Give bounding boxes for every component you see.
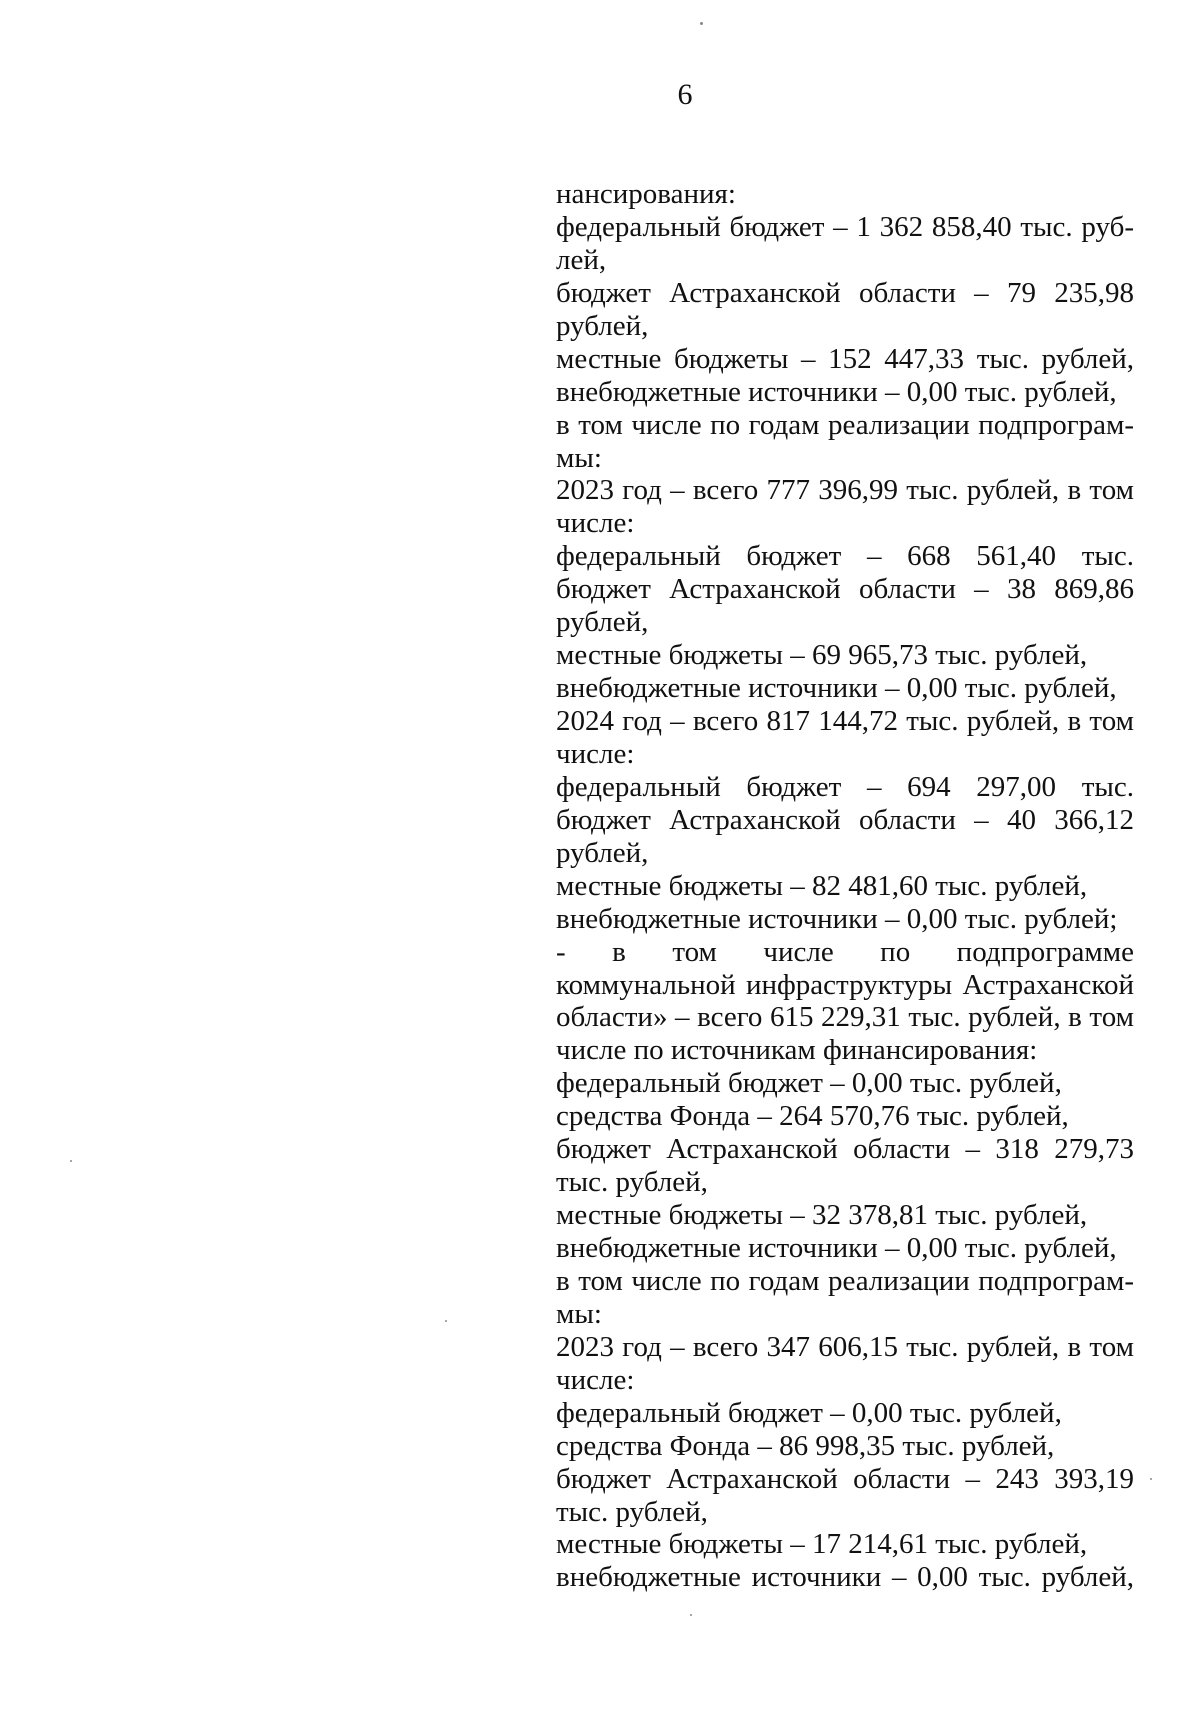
text-line: внебюджетные источники – 0,00 тыс. рублей; bbox=[556, 902, 1118, 935]
text-line: местные бюджеты – 152 447,33 тыс. рублей, bbox=[556, 342, 1134, 375]
text-line: 2024 год – всего 817 144,72 тыс. рублей, в том bbox=[556, 705, 1134, 737]
text-line: числе: bbox=[556, 1363, 635, 1396]
text-line: числе по источникам финансирования: bbox=[556, 1034, 1038, 1067]
body-text-column bbox=[556, 178, 1134, 1594]
text-line: мы: bbox=[556, 441, 602, 474]
text-line: рублей, bbox=[556, 606, 649, 639]
scan-speck bbox=[700, 22, 703, 25]
text-line: коммунальной инфраструктуры Астраханской bbox=[556, 968, 1134, 1001]
scan-speck bbox=[690, 1614, 692, 1616]
text-line: местные бюджеты – 17 214,61 тыс. рублей, bbox=[556, 1528, 1088, 1561]
text-line: лей, bbox=[556, 243, 607, 276]
text-line: федеральный бюджет – 668 561,40 тыс. bbox=[556, 540, 1134, 573]
text-line: нансирования: bbox=[556, 178, 736, 210]
text-line: местные бюджеты – 69 965,73 тыс. рублей, bbox=[556, 639, 1088, 672]
text-line: федеральный бюджет – 0,00 тыс. рублей, bbox=[556, 1067, 1062, 1100]
text-line: числе: bbox=[556, 507, 635, 540]
scan-speck bbox=[445, 1320, 447, 1322]
text-line: рублей, bbox=[556, 836, 649, 869]
text-line: бюджет Астраханской области – 79 235,98 bbox=[556, 276, 1134, 309]
text-line: 2023 год – всего 347 606,15 тыс. рублей, в том bbox=[556, 1330, 1134, 1363]
text-line: мы: bbox=[556, 1297, 602, 1330]
text-line: средства Фонда – 264 570,76 тыс. рублей, bbox=[556, 1100, 1069, 1133]
text-line: бюджет Астраханской области – 243 393,19 bbox=[556, 1462, 1134, 1495]
text-line: внебюджетные источники – 0,00 тыс. рублей, bbox=[556, 1232, 1117, 1264]
text-line: 2023 год – всего 777 396,99 тыс. рублей, в том bbox=[556, 474, 1134, 507]
scan-speck bbox=[70, 1160, 72, 1162]
text-line: федеральный бюджет – 694 297,00 тыс. bbox=[556, 770, 1134, 803]
text-line: в том числе по годам реализации подпрограм- bbox=[556, 408, 1134, 441]
text-line: бюджет Астраханской области – 40 366,12 bbox=[556, 803, 1134, 836]
text-line: - в том числе по подпрограмме bbox=[556, 935, 1134, 968]
text-line: рублей, bbox=[556, 309, 649, 342]
text-line: тыс. рублей, bbox=[556, 1495, 708, 1528]
text-line: внебюджетные источники – 0,00 тыс. рублей, bbox=[556, 375, 1117, 408]
text-line: в том числе по годам реализации подпрограм- bbox=[556, 1264, 1134, 1297]
text-line: числе: bbox=[556, 737, 635, 770]
scan-speck bbox=[1150, 1478, 1152, 1480]
text-line: бюджет Астраханской области – 38 869,86 bbox=[556, 573, 1134, 606]
text-line: внебюджетные источники – 0,00 тыс. рублей, bbox=[556, 672, 1117, 705]
text-line: федеральный бюджет – 0,00 тыс. рублей, bbox=[556, 1396, 1062, 1429]
text-line: бюджет Астраханской области – 318 279,73 bbox=[556, 1133, 1134, 1166]
text-line: средства Фонда – 86 998,35 тыс. рублей, bbox=[556, 1429, 1055, 1462]
text-line: местные бюджеты – 32 378,81 тыс. рублей, bbox=[556, 1199, 1088, 1232]
page-number: 6 bbox=[677, 78, 693, 111]
text-line: местные бюджеты – 82 481,60 тыс. рублей, bbox=[556, 869, 1088, 902]
text-line: области» – всего 615 229,31 тыс. рублей, в том bbox=[556, 1001, 1134, 1034]
text-line: тыс. рублей, bbox=[556, 1166, 708, 1199]
text-line: внебюджетные источники – 0,00 тыс. рублей, bbox=[556, 1561, 1134, 1594]
text-line: федеральный бюджет – 1 362 858,40 тыс. руб- bbox=[556, 210, 1134, 243]
